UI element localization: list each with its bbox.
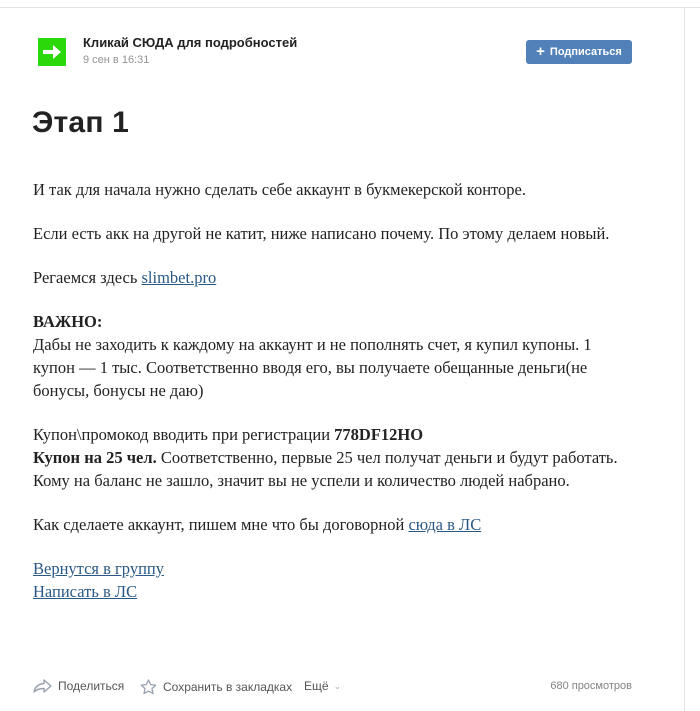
paragraph-register — [33, 266, 633, 289]
message-link[interactable]: Написать в ЛС — [33, 582, 138, 601]
top-bar — [0, 0, 700, 8]
chevron-down-icon: ⌄ — [333, 680, 342, 691]
share-button[interactable] — [33, 679, 124, 693]
post-header — [38, 32, 638, 72]
contact-link[interactable]: сюда в ЛС — [408, 515, 482, 534]
views-count: 680 просмотров — [550, 680, 632, 692]
star-icon — [140, 679, 157, 695]
bottom-links — [33, 557, 633, 603]
avatar[interactable] — [38, 38, 66, 66]
more-button[interactable] — [304, 679, 341, 693]
important-text: Дабы не заходить к каждому на аккаунт и не пополнять счет, я купил купоны. 1 купон — 1 тыс. Соответственно вводя его, вы получаете обещанные деньги(не бонусы, бонусы не даю) — [33, 335, 592, 400]
article-title: Этап 1 — [32, 106, 130, 139]
article-body — [33, 178, 633, 603]
arrow-right-icon — [41, 43, 63, 61]
share-label: Поделиться — [58, 679, 125, 693]
coupon-code: 778DF12HO — [334, 425, 424, 444]
more-label: Ещё — [304, 679, 329, 693]
share-icon — [33, 679, 52, 693]
paragraph-intro: И так для начала нужно сделать себе аккаунт в букмекерской конторе. — [33, 180, 526, 199]
save-bookmark-button[interactable] — [140, 679, 292, 695]
post-footer — [33, 675, 633, 699]
important-label: ВАЖНО: — [33, 312, 103, 331]
paragraph-account: Если есть акк на другой не катит, ниже написано почему. По этому делаем новый. — [33, 224, 610, 243]
subscribe-label: Подписаться — [549, 46, 622, 58]
save-label: Сохранить в закладках — [163, 680, 293, 694]
article-card — [0, 8, 685, 711]
coupon-text: Купон\промокод вводить при регистрации — [33, 425, 335, 444]
coupon-count-text: Соответственно, первые 25 чел получат деньги и будут работать. Кому на баланс не зашло, значит вы не успели и количество людей набрано. — [33, 448, 618, 490]
post-date[interactable]: 9 сен в 16:31 — [83, 54, 150, 66]
register-text: Регаемся здесь — [33, 268, 142, 287]
paragraph-contact — [33, 513, 633, 536]
paragraph-important — [33, 310, 633, 402]
contact-text: Как сделаете аккаунт, пишем мне что бы договорной — [33, 515, 409, 534]
slimbet-link[interactable]: slimbet.pro — [141, 268, 217, 287]
author-name[interactable]: Кликай СЮДА для подробностей — [83, 35, 298, 50]
subscribe-button[interactable] — [526, 40, 632, 64]
coupon-count-label: Купон на 25 чел. — [33, 448, 157, 467]
plus-icon: + — [536, 42, 545, 60]
paragraph-coupon — [33, 423, 633, 492]
back-to-group-link[interactable]: Вернутся в группу — [33, 559, 164, 578]
